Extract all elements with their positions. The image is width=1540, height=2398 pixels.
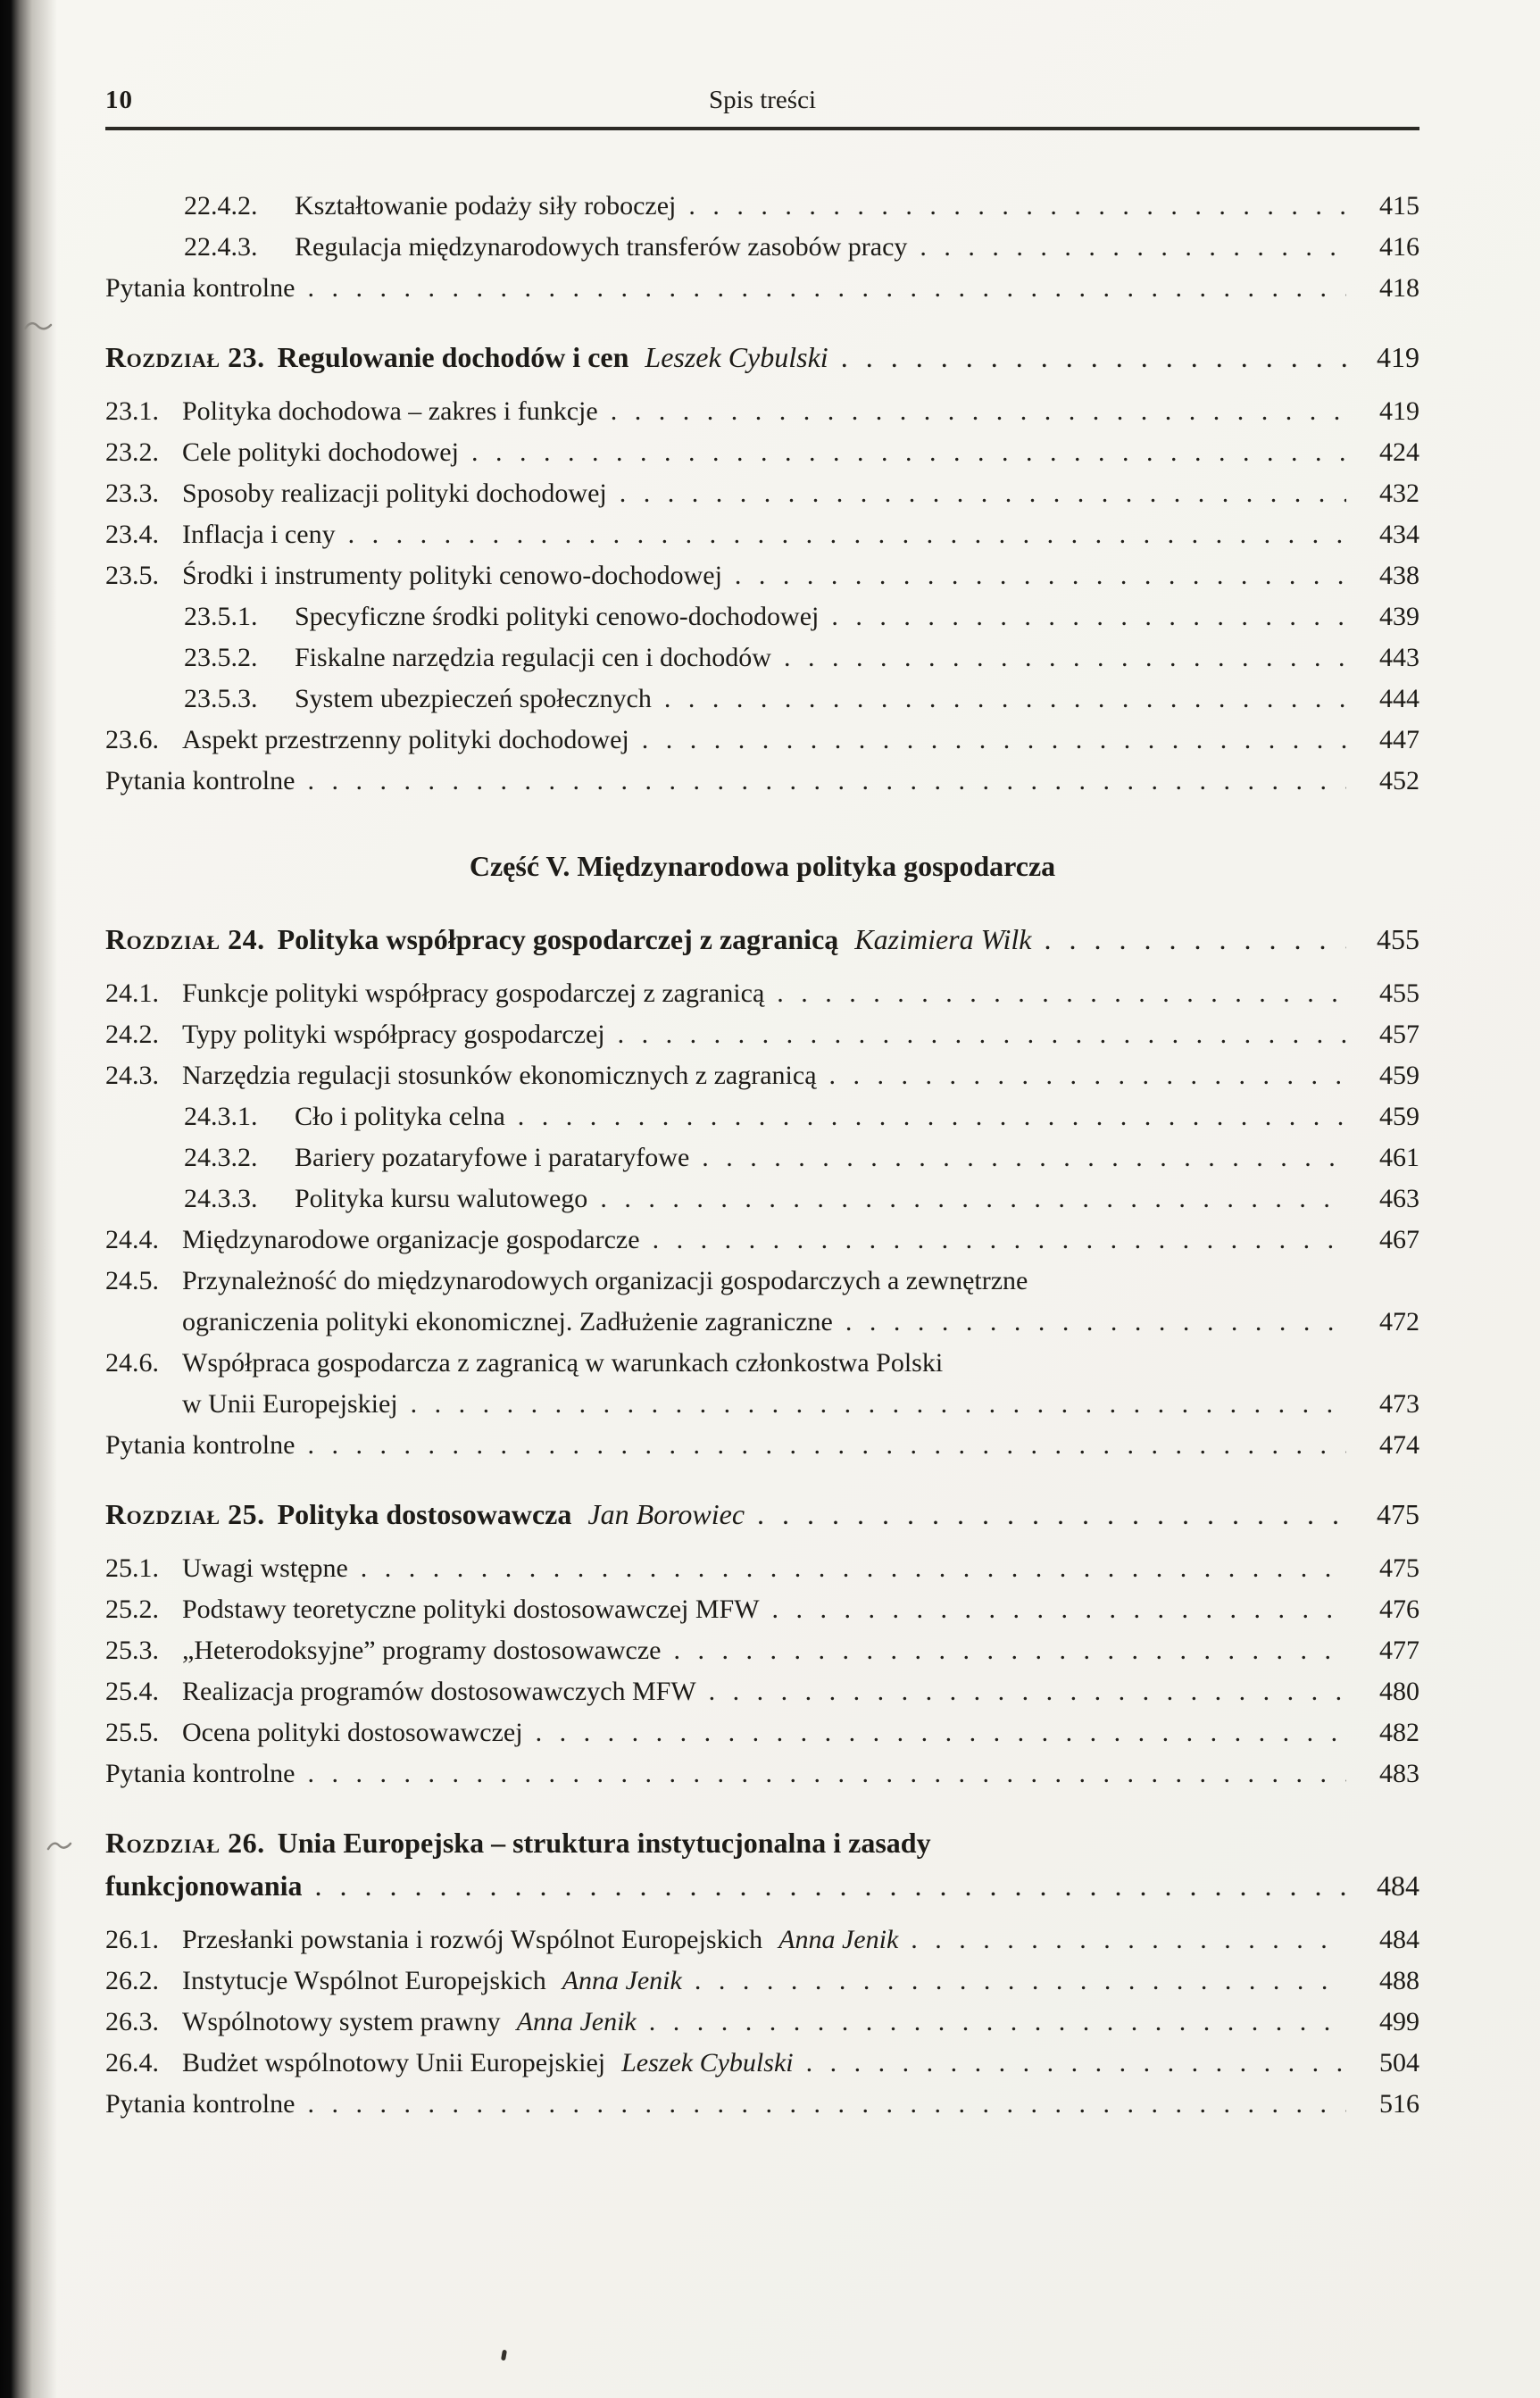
dot-leader: [307, 1753, 1346, 1794]
entry-title: Regulowanie dochodów i cen: [277, 341, 629, 373]
entry-number: 22.4.2.: [184, 191, 258, 221]
dot-leader: [471, 432, 1346, 473]
page-content: [105, 82, 1419, 2125]
dot-leader: [307, 2084, 1346, 2125]
page-ref: 424: [1379, 437, 1419, 467]
entry-title: Przynależność do międzynarodowych organizacji gospodarczych a zewnętrzne: [182, 1266, 1028, 1295]
entry-number: 24.5.: [105, 1266, 159, 1295]
dot-leader: [600, 1178, 1346, 1220]
scan-speck: [501, 2350, 507, 2361]
part-heading: [105, 845, 1419, 887]
dot-leader: [348, 514, 1346, 555]
toc-entry: [105, 761, 1419, 802]
toc-entry: [105, 514, 1419, 555]
page-ref: 477: [1379, 1636, 1419, 1665]
entry-number: 22.4.3.: [184, 232, 258, 262]
dot-leader: [709, 1671, 1346, 1712]
entry-title-continued: ograniczenia polityki ekonomicznej. Zadłużenie zagraniczne: [182, 1307, 833, 1336]
page-ref: 455: [1377, 923, 1419, 955]
dot-leader: [1044, 918, 1346, 961]
author-name: Anna Jenik: [516, 2007, 637, 2036]
toc-entry: [105, 1055, 1419, 1096]
entry-number: 23.1.: [105, 396, 159, 426]
entry-title: „Heterodoksyjne” programy dostosowawcze: [182, 1636, 662, 1665]
dot-leader: [411, 1384, 1346, 1425]
dot-leader: [757, 1493, 1346, 1536]
dot-leader: [806, 2043, 1346, 2084]
page-ref: 415: [1379, 191, 1419, 221]
toc-entry: [105, 227, 1419, 268]
dot-leader: [618, 1014, 1346, 1055]
part-title: Część V. Międzynarodowa polityka gospodarcza: [469, 850, 1056, 882]
dot-leader: [307, 761, 1346, 802]
toc-entry: [105, 2084, 1419, 2125]
page-ref: 484: [1377, 1869, 1419, 1902]
page-ref: 484: [1379, 1925, 1419, 1954]
entry-number: 24.6.: [105, 1348, 159, 1378]
page-ref: 480: [1379, 1677, 1419, 1706]
page-ref: 455: [1379, 978, 1419, 1008]
page-ref: 434: [1379, 520, 1419, 549]
entry-title: Funkcje polityki współpracy gospodarczej z zagranicą: [182, 978, 765, 1008]
entry-number: 24.2.: [105, 1020, 159, 1049]
dot-leader: [784, 637, 1346, 679]
dot-leader: [518, 1096, 1346, 1137]
toc-list: [105, 186, 1419, 2125]
toc-entry: [105, 186, 1419, 227]
running-head-title: Spis treści: [708, 86, 817, 114]
toc-entry: [105, 1425, 1419, 1466]
dot-leader: [688, 186, 1346, 227]
toc-entry: [105, 268, 1419, 309]
chapter-label: Rozdział 24.: [105, 923, 265, 955]
dot-leader: [841, 336, 1346, 379]
toc-entry: [105, 1178, 1419, 1220]
chapter-heading: [105, 918, 1419, 961]
toc-entry: [105, 1220, 1419, 1261]
toc-entry: [105, 720, 1419, 761]
entry-title: Budżet wspólnotowy Unii Europejskiej: [182, 2048, 606, 2077]
dot-leader: [911, 1919, 1346, 1961]
entry-number: 24.1.: [105, 978, 159, 1008]
entry-number: 25.4.: [105, 1677, 159, 1706]
chapter-label: Rozdział 26.: [105, 1827, 265, 1859]
toc-entry: [105, 473, 1419, 514]
dot-leader: [653, 1220, 1346, 1261]
pencil-mark-icon: [23, 318, 54, 334]
page-ref: 483: [1379, 1759, 1419, 1788]
entry-title: Pytania kontrolne: [105, 2089, 296, 2119]
entry-number: 26.4.: [105, 2048, 159, 2077]
dot-leader: [673, 1630, 1346, 1671]
entry-number: 23.4.: [105, 520, 159, 549]
entry-title: Specyficzne środki polityki cenowo-dochodowej: [295, 602, 820, 631]
dot-leader: [649, 2002, 1346, 2043]
page-ref: 488: [1379, 1966, 1419, 1995]
toc-entry: [105, 1014, 1419, 1055]
entry-title: Aspekt przestrzenny polityki dochodowej: [182, 725, 629, 754]
page-ref: 457: [1379, 1020, 1419, 1049]
page-header: [105, 82, 1419, 121]
entry-title: Typy polityki współpracy gospodarczej: [182, 1020, 605, 1049]
entry-number: 24.4.: [105, 1225, 159, 1254]
entry-number: 25.1.: [105, 1553, 159, 1583]
entry-title: Bariery pozataryfowe i parataryfowe: [295, 1143, 690, 1172]
entry-title: Polityka dochodowa – zakres i funkcje: [182, 396, 598, 426]
entry-title: Cło i polityka celna: [295, 1102, 505, 1131]
page-ref: 459: [1379, 1061, 1419, 1090]
page-ref: 419: [1379, 396, 1419, 426]
scan-gutter-shadow: [0, 0, 57, 2398]
page-ref: 482: [1379, 1718, 1419, 1747]
entry-title: Instytucje Wspólnot Europejskich: [182, 1966, 546, 1995]
entry-title: Środki i instrumenty polityki cenowo-dochodowej: [182, 561, 722, 590]
page-ref: 461: [1379, 1143, 1419, 1172]
page-ref: 432: [1379, 479, 1419, 508]
entry-title: Wspólnotowy system prawny: [182, 2007, 501, 2036]
dot-leader: [307, 268, 1346, 309]
toc-entry: [105, 679, 1419, 720]
page-ref: 419: [1377, 341, 1419, 373]
dot-leader: [536, 1712, 1346, 1753]
dot-leader: [307, 1425, 1346, 1466]
toc-entry: [105, 1589, 1419, 1630]
entry-title: System ubezpieczeń społecznych: [295, 684, 652, 713]
toc-entry: [105, 555, 1419, 596]
entry-title: Współpraca gospodarcza z zagranicą w warunkach członkostwa Polski: [182, 1348, 944, 1378]
entry-number: 24.3.: [105, 1061, 159, 1090]
toc-entry: [105, 1630, 1419, 1671]
dot-leader: [735, 555, 1346, 596]
entry-number: 23.5.: [105, 561, 159, 590]
entry-number: 23.5.1.: [184, 602, 258, 631]
page-ref: 439: [1379, 602, 1419, 631]
toc-entry: [105, 1919, 1419, 1961]
toc-entry: [105, 1137, 1419, 1178]
entry-title: Inflacja i ceny: [182, 520, 336, 549]
entry-title: Narzędzia regulacji stosunków ekonomicznych z zagranicą: [182, 1061, 817, 1090]
dot-leader: [620, 473, 1346, 514]
page-ref: 467: [1379, 1225, 1419, 1254]
entry-number: 25.5.: [105, 1718, 159, 1747]
page-ref: 504: [1379, 2048, 1419, 2077]
dot-leader: [920, 227, 1346, 268]
page-ref: 499: [1379, 2007, 1419, 2036]
entry-title: Pytania kontrolne: [105, 273, 296, 303]
dot-leader: [845, 1302, 1346, 1343]
chapter-label: Rozdział 25.: [105, 1498, 265, 1530]
entry-title: Podstawy teoretyczne polityki dostosowawczej MFW: [182, 1595, 760, 1624]
toc-entry: [105, 1548, 1419, 1589]
entry-title: Regulacja międzynarodowych transferów zasobów pracy: [295, 232, 908, 262]
toc-entry: [105, 1671, 1419, 1712]
entry-number: 23.5.3.: [184, 684, 258, 713]
header-rule: [105, 127, 1419, 130]
author-name: Anna Jenik: [562, 1966, 682, 1995]
entry-title: Przesłanki powstania i rozwój Wspólnot Europejskich: [182, 1925, 763, 1954]
author-name: Anna Jenik: [778, 1925, 899, 1954]
entry-title: Cele polityki dochodowej: [182, 437, 459, 467]
toc-entry: [105, 1961, 1419, 2002]
dot-leader: [361, 1548, 1346, 1589]
entry-number: 26.3.: [105, 2007, 159, 2036]
page-ref: 443: [1379, 643, 1419, 672]
entry-title: Ocena polityki dostosowawczej: [182, 1718, 523, 1747]
page-ref: 447: [1379, 725, 1419, 754]
toc-entry: [105, 2043, 1419, 2084]
author-name: Leszek Cybulski: [645, 341, 828, 373]
entry-number: 23.5.2.: [184, 643, 258, 672]
entry-title: Pytania kontrolne: [105, 1430, 296, 1460]
entry-number: 23.3.: [105, 479, 159, 508]
entry-title: Pytania kontrolne: [105, 1759, 296, 1788]
toc-entry: [105, 596, 1419, 637]
page-ref: 516: [1379, 2089, 1419, 2119]
entry-title-continued: funkcjonowania: [105, 1869, 303, 1902]
toc-entry: [105, 1343, 1419, 1425]
toc-entry: [105, 2002, 1419, 2043]
chapter-heading: [105, 336, 1419, 379]
entry-number: 26.2.: [105, 1966, 159, 1995]
dot-leader: [831, 596, 1346, 637]
dot-leader: [829, 1055, 1346, 1096]
page-ref: 476: [1379, 1595, 1419, 1624]
entry-title: Międzynarodowe organizacje gospodarcze: [182, 1225, 640, 1254]
dot-leader: [695, 1961, 1346, 2002]
page-ref: 463: [1379, 1184, 1419, 1213]
dot-leader: [702, 1137, 1346, 1178]
entry-number: 25.2.: [105, 1595, 159, 1624]
chapter-heading: [105, 1821, 1419, 1907]
entry-title-continued: w Unii Europejskiej: [182, 1389, 398, 1419]
entry-title: Polityka współpracy gospodarczej z zagranicą: [277, 923, 839, 955]
page-ref: 475: [1377, 1498, 1419, 1530]
entry-number: 25.3.: [105, 1636, 159, 1665]
pencil-mark-icon: [46, 1837, 73, 1853]
dot-leader: [772, 1589, 1346, 1630]
toc-entry: [105, 1096, 1419, 1137]
page-ref: 444: [1379, 684, 1419, 713]
page-ref: 473: [1379, 1389, 1419, 1419]
toc-entry: [105, 1753, 1419, 1794]
page-ref: 474: [1379, 1430, 1419, 1460]
entry-title: Pytania kontrolne: [105, 766, 296, 795]
entry-title: Fiskalne narzędzia regulacji cen i dochodów: [295, 643, 771, 672]
dot-leader: [642, 720, 1346, 761]
page-number: 10: [105, 86, 133, 114]
entry-title: Unia Europejska – struktura instytucjonalna i zasady: [277, 1827, 931, 1859]
toc-entry: [105, 973, 1419, 1014]
page-ref: 459: [1379, 1102, 1419, 1131]
author-name: Jan Borowiec: [587, 1498, 745, 1530]
entry-title: Kształtowanie podaży siły roboczej: [295, 191, 677, 221]
author-name: Kazimiera Wilk: [854, 923, 1032, 955]
entry-number: 24.3.1.: [184, 1102, 258, 1131]
entry-title: Polityka dostosowawcza: [277, 1498, 572, 1530]
dot-leader: [777, 973, 1346, 1014]
toc-entry: [105, 637, 1419, 679]
entry-title: Realizacja programów dostosowawczych MFW: [182, 1677, 696, 1706]
page-ref: 472: [1379, 1307, 1419, 1336]
page-ref: 475: [1379, 1553, 1419, 1583]
entry-number: 24.3.3.: [184, 1184, 258, 1213]
entry-number: 26.1.: [105, 1925, 159, 1954]
dot-leader: [611, 391, 1346, 432]
entry-title: Sposoby realizacji polityki dochodowej: [182, 479, 607, 508]
entry-number: 23.2.: [105, 437, 159, 467]
page-ref: 416: [1379, 232, 1419, 262]
page-ref: 452: [1379, 766, 1419, 795]
entry-title: Uwagi wstępne: [182, 1553, 348, 1583]
toc-entry: [105, 432, 1419, 473]
toc-entry: [105, 1712, 1419, 1753]
chapter-heading: [105, 1493, 1419, 1536]
entry-title: Polityka kursu walutowego: [295, 1184, 588, 1213]
entry-number: 24.3.2.: [184, 1143, 258, 1172]
chapter-label: Rozdział 23.: [105, 341, 265, 373]
author-name: Leszek Cybulski: [621, 2048, 794, 2077]
entry-number: 23.6.: [105, 725, 159, 754]
dot-leader: [315, 1864, 1347, 1907]
dot-leader: [664, 679, 1346, 720]
toc-entry: [105, 391, 1419, 432]
toc-entry: [105, 1261, 1419, 1343]
page-ref: 418: [1379, 273, 1419, 303]
page-ref: 438: [1379, 561, 1419, 590]
